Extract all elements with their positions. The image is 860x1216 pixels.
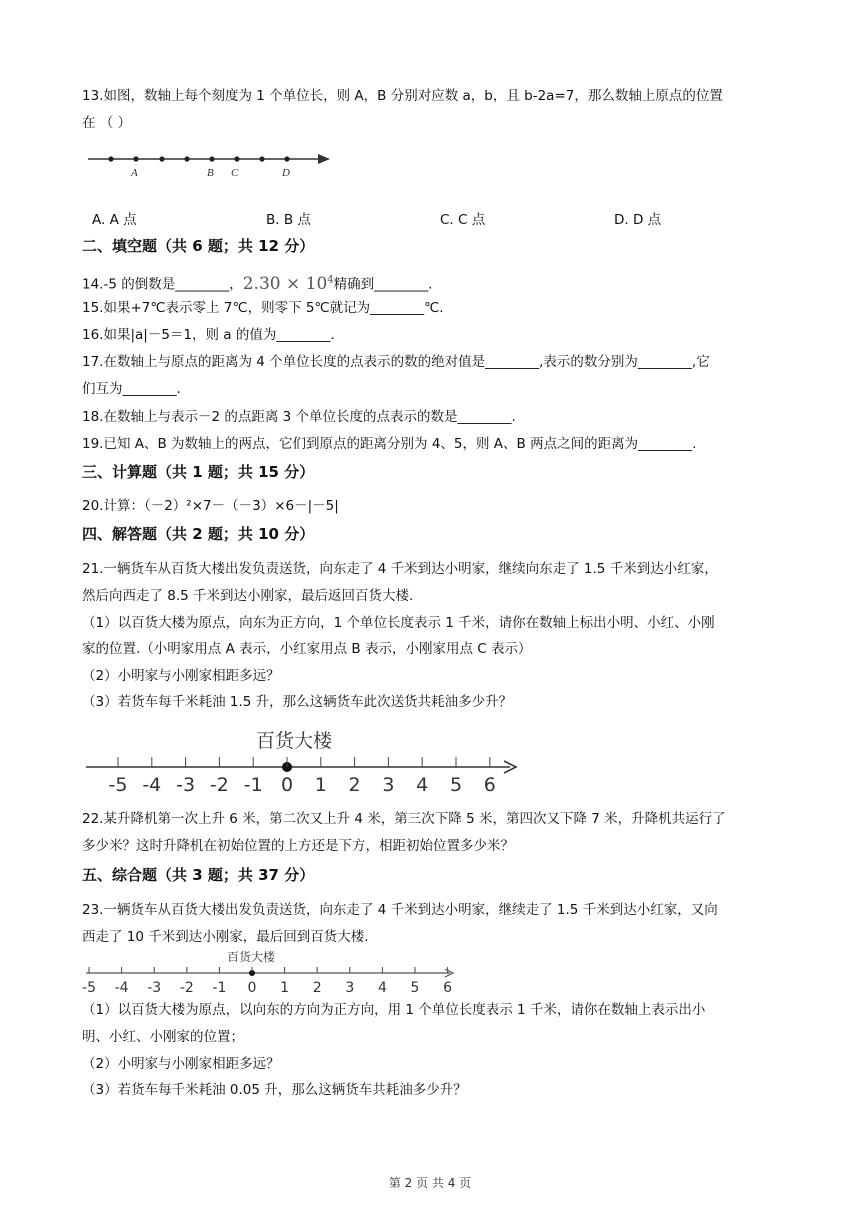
q15: 15.如果+7℃表示零上 7℃，则零下 5℃就记为________℃. <box>82 300 444 316</box>
q23-line5: （2）小明家与小刚家相距多远？ <box>82 1056 280 1072</box>
sci-mantissa: 2.30 × 10 <box>242 273 328 294</box>
q13-line1: 13.如图，数轴上每个刻度为 1 个单位长，则 A，B 分别对应数 a，b，且 b-2a=7，那么数轴上原点的位置 <box>82 88 723 104</box>
tick-label: 1 <box>280 980 290 996</box>
q21-line6: （3）若货车每千米耗油 1.5 升，那么这辆货车此次送货共耗油多少升？ <box>82 694 513 710</box>
q21-number-line <box>86 725 526 795</box>
axis-arrow <box>318 154 330 164</box>
q21-line4: 家的位置.（小明家用点 A 表示，小红家用点 B 表示，小刚家用点 C 表示） <box>82 641 532 657</box>
q23-line6: （3）若货车每千米耗油 0.05 升，那么这辆货车共耗油多少升？ <box>82 1082 467 1098</box>
q23-line2: 西走了 10 千米到达小刚家，最后回到百货大楼. <box>82 929 369 945</box>
section-2-title: 二、填空题（共 6 题；共 12 分） <box>82 237 315 255</box>
section-3-title: 三、计算题（共 1 题；共 15 分） <box>82 463 315 481</box>
tick-label: -3 <box>147 980 162 996</box>
tick-label: -1 <box>243 774 263 796</box>
q23-line4: 明、小红、小刚家的位置； <box>82 1029 244 1045</box>
tick-label: -5 <box>108 774 128 796</box>
tick-label: 4 <box>416 774 429 796</box>
q21-line2: 然后向西走了 8.5 千米到达小刚家，最后返回百货大楼. <box>82 588 414 604</box>
tick-dot <box>108 156 113 161</box>
tick-label: 2 <box>312 980 322 996</box>
q23-line3: （1）以百货大楼为原点，以向东的方向为正方向，用 1 个单位长度表示 1 千米，请你在数轴上表示出小 <box>82 1002 706 1018</box>
point-label-b: B <box>207 167 214 179</box>
q14 <box>82 270 432 295</box>
section-4-title: 四、解答题（共 2 题；共 10 分） <box>82 525 315 543</box>
q19: 19.已知 A、B 为数轴上的两点，它们到原点的距离分别为 4、5，则 A、B 两点之间的距离为________. <box>82 436 697 452</box>
tick-label: 5 <box>449 774 463 796</box>
sci-exponent: 4 <box>327 274 334 285</box>
q23-number-line <box>84 948 464 994</box>
tick-label: 2 <box>348 774 361 796</box>
point-label-d: D <box>282 167 290 179</box>
tick-label: 3 <box>382 774 395 796</box>
q21-line5: （2）小明家与小刚家相距多远？ <box>82 668 280 684</box>
tick-dot <box>234 156 239 161</box>
q21-line1: 21.一辆货车从百货大楼出发负责送货，向东走了 4 千米到达小明家，继续向东走了 1.5 千米到达小红家， <box>82 561 718 577</box>
tick-dot <box>209 156 214 161</box>
tick-label: 6 <box>443 980 453 996</box>
q13-option-b: B. B 点 <box>266 212 311 228</box>
q14-sci-notation <box>243 274 334 294</box>
q13-option-c: C. C 点 <box>440 212 486 228</box>
point-label-a: A <box>131 167 138 179</box>
axis-title: 百货大楼 <box>256 730 333 752</box>
tick-label: 1 <box>314 774 327 796</box>
tick-label: 4 <box>377 980 387 996</box>
page-footer: 第 2 页 共 4 页 <box>388 1176 472 1190</box>
tick-label: 0 <box>247 980 257 996</box>
tick-label: 3 <box>345 980 355 996</box>
tick-label: 0 <box>280 774 294 796</box>
q13-option-d: D. D 点 <box>614 212 662 228</box>
q20: 20.计算：（－2）²×7－（－3）×6－|－5| <box>82 498 339 514</box>
tick-dot <box>159 156 164 161</box>
tick-label: 6 <box>483 774 496 796</box>
point-label-c: C <box>231 167 239 179</box>
tick-dot <box>284 156 289 161</box>
q13-line2: 在 （ ） <box>82 115 132 131</box>
q14-part-b: 精确到________. <box>333 276 433 293</box>
tick-label: -2 <box>209 774 229 796</box>
tick-dot <box>133 156 138 161</box>
tick-label: -2 <box>179 980 194 996</box>
q16: 16.如果|a|－5＝1，则 a 的值为________. <box>82 327 335 343</box>
q23-line1: 23.一辆货车从百货大楼出发负责送货，向东走了 4 千米到达小明家，继续走了 1.5 千米到达小红家，又向 <box>82 902 718 918</box>
q18: 18.在数轴上与表示－2 的点距离 3 个单位长度的点表示的数是________. <box>82 409 516 425</box>
q17-line2: 们互为________. <box>82 381 181 397</box>
tick-label: 5 <box>410 980 420 996</box>
tick-label: -1 <box>212 980 227 996</box>
tick-label: -5 <box>82 980 96 996</box>
q21-line3: （1）以百货大楼为原点，向东为正方向，1 个单位长度表示 1 千米，请你在数轴上标出小明、小红、小刚 <box>82 615 715 631</box>
q17-line1: 17.在数轴上与原点的距离为 4 个单位长度的点表示的数的绝对值是________,表示的数分别为________,它 <box>82 354 710 370</box>
axis-title: 百货大楼 <box>227 950 276 964</box>
q13-number-line <box>88 145 338 185</box>
tick-label: -3 <box>176 774 196 796</box>
section-5-title: 五、综合题（共 3 题；共 37 分） <box>82 866 315 884</box>
tick-label: -4 <box>114 980 129 996</box>
tick-dot <box>184 156 189 161</box>
q14-part-a: 14.-5 的倒数是________， <box>82 276 243 293</box>
q22-line1: 22.某升降机第一次上升 6 米，第二次又上升 4 米，第三次下降 5 米，第四次又下降 7 米，升降机共运行了 <box>82 811 726 827</box>
tick-label: -4 <box>142 774 162 796</box>
q13-option-a: A. A 点 <box>92 212 137 228</box>
tick-dot <box>259 156 264 161</box>
q22-line2: 多少米？这时升降机在初始位置的上方还是下方，相距初始位置多少米？ <box>82 838 514 854</box>
